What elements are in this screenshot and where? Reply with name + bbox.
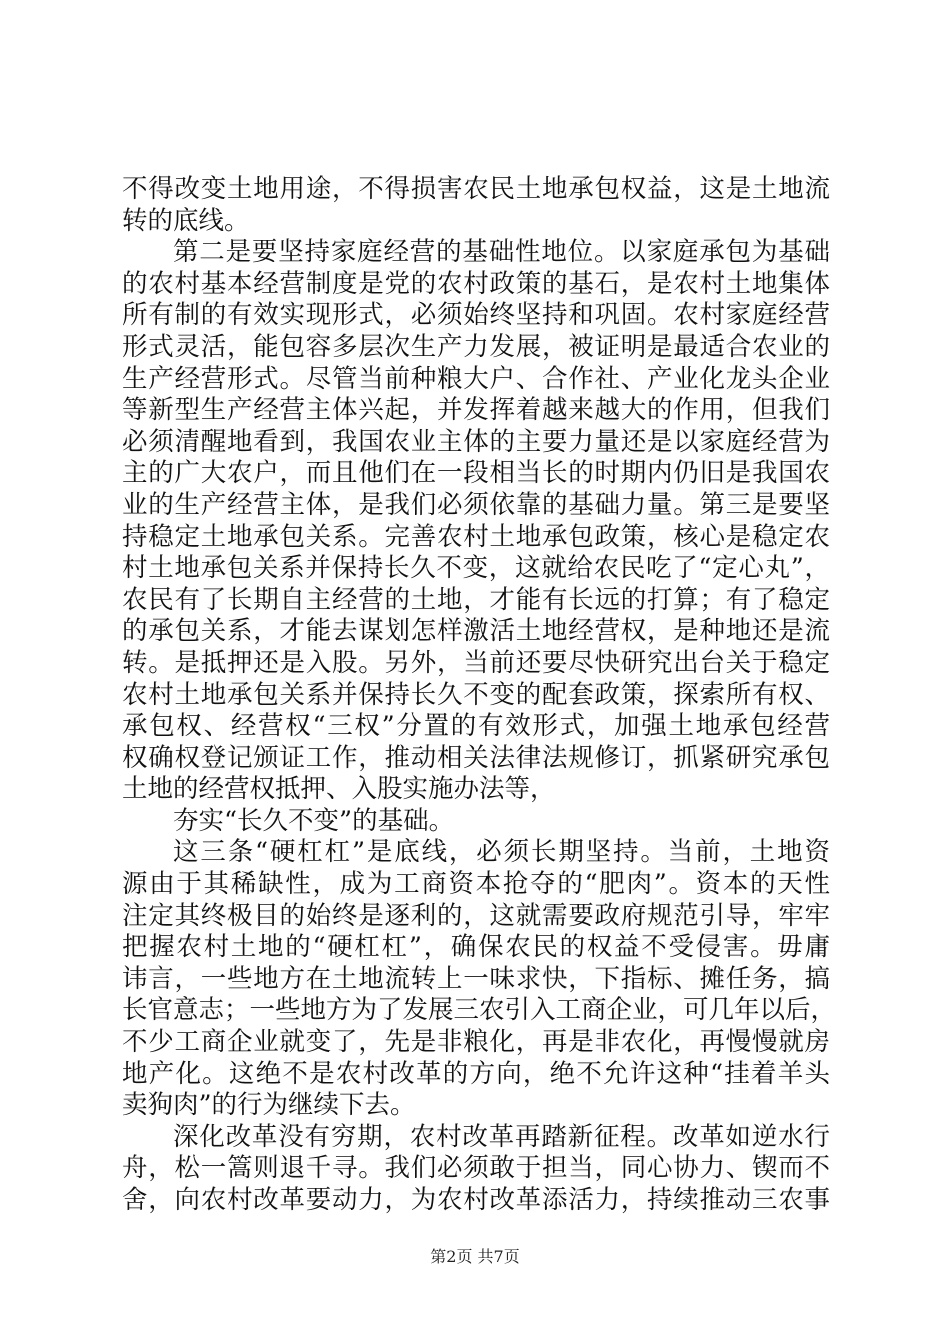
text-line: 注定其终极目的始终是逐利的，这就需要政府规范引导，牢牢 [122,900,830,931]
text-line: 农村土地承包关系并保持长久不变的配套政策，探索所有权、 [122,679,830,710]
text-line: 这三条“硬杠杠”是底线，必须长期坚持。当前，土地资 [173,837,830,868]
text-line: 长官意志；一些地方为了发展三农引入工商企业，可几年以后， [122,995,837,1026]
text-line: 转。是抵押还是入股。另外，当前还要尽快研究出台关于稳定 [122,647,830,678]
text-line: 主的广大农户，而且他们在一段相当长的时期内仍旧是我国农 [122,458,830,489]
text-line: 地产化。这绝不是农村改革的方向，绝不允许这种“挂着羊头 [122,1058,830,1089]
text-line: 承包权、经营权“三权”分置的有效形式，加强土地承包经营 [122,711,830,742]
text-line: 卖狗肉”的行为继续下去。 [122,1090,416,1121]
text-line: 生产经营形式。尽管当前种粮大户、合作社、产业化龙头企业 [122,363,830,394]
text-line: 的承包关系，才能去谋划怎样激活土地经营权，是种地还是流 [122,616,830,647]
text-line: 持稳定土地承包关系。完善农村土地承包政策，核心是稳定农 [122,521,830,552]
text-line: 舟，松一篙则退千寻。我们必须敢于担当，同心协力、锲而不 [122,1153,830,1184]
text-line: 源由于其稀缺性，成为工商资本抢夺的“肥肉”。资本的天性 [122,869,830,900]
text-line: 农民有了长期自主经营的土地，才能有长远的打算；有了稳定 [122,584,830,615]
text-line: 村土地承包关系并保持长久不变，这就给农民吃了“定心丸”， [122,553,830,584]
text-line: 不得改变土地用途，不得损害农民土地承包权益，这是土地流 [122,174,830,204]
text-line: 不少工商企业就变了，先是非粮化，再是非农化，再慢慢就房 [122,1027,830,1058]
text-line: 的农村基本经营制度是党的农村政策的基石，是农村土地集体 [122,268,830,299]
text-line: 等新型生产经营主体兴起，并发挥着越来越大的作用，但我们 [122,395,830,426]
text-line: 形式灵活，能包容多层次生产力发展，被证明是最适合农业的 [122,331,830,362]
text-line: 把握农村土地的“硬杠杠”，确保农民的权益不受侵害。毋庸 [122,932,830,963]
page-footer: 第2页 共7页 [430,1247,520,1266]
text-line: 第二是要坚持家庭经营的基础性地位。以家庭承包为基础 [173,237,830,268]
text-line: 所有制的有效实现形式，必须始终坚持和巩固。农村家庭经营 [122,300,830,331]
text-line: 业的生产经营主体，是我们必须依靠的基础力量。第三是要坚 [122,489,830,520]
text-line: 讳言，一些地方在土地流转上一味求快，下指标、摊任务，搞 [122,963,830,994]
text-line: 深化改革没有穷期，农村改革再踏新征程。改革如逆水行 [173,1121,830,1152]
text-line: 土地的经营权抵押、入股实施办法等， [122,774,556,805]
text-line: 转的底线。 [122,205,250,236]
text-line: 夯实“长久不变”的基础。 [173,805,455,836]
text-line: 必须清醒地看到，我国农业主体的主要力量还是以家庭经营为 [122,426,830,457]
body-text [122,174,837,1217]
text-line: 权确权登记颁证工作，推动相关法律法规修订，抓紧研究承包 [122,742,830,773]
text-line: 舍，向农村改革要动力，为农村改革添活力，持续推动三农事 [122,1185,830,1215]
